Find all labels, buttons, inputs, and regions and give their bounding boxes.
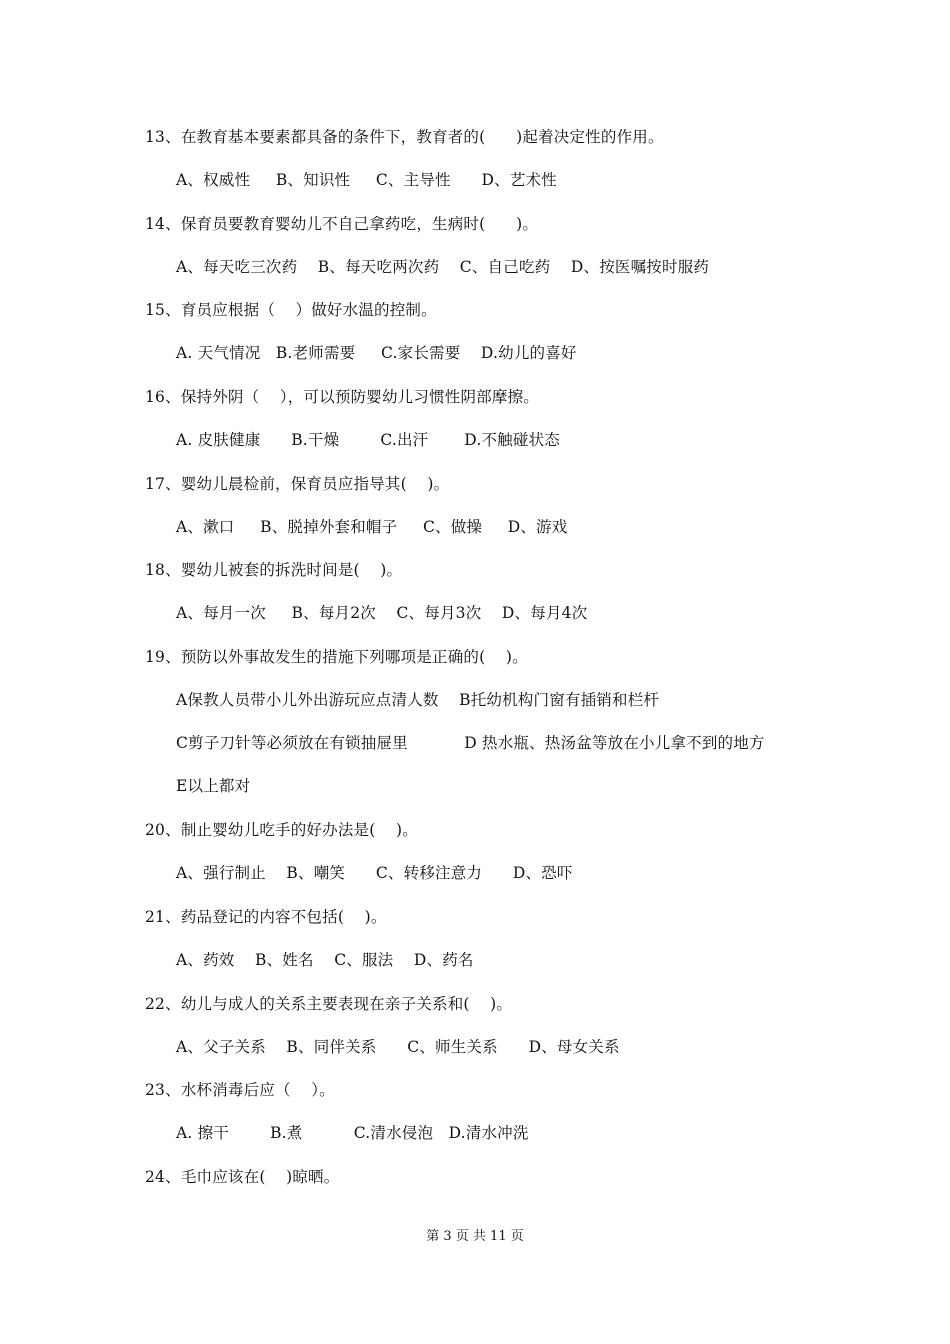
- question-text: 14、保育员要教育婴幼儿不自己拿药吃，生病时( )。: [145, 215, 539, 233]
- answer-options: A、强行制止 B、嘲笑 C、转移注意力 D、恐吓: [176, 864, 573, 882]
- question-text: 24、毛巾应该在( )晾晒。: [145, 1168, 340, 1186]
- question-text: 22、幼儿与成人的关系主要表现在亲子关系和( )。: [145, 995, 513, 1013]
- answer-options: A、漱口 B、脱掉外套和帽子 C、做操 D、游戏: [176, 518, 568, 536]
- answer-options: A. 擦干 B.煮 C.清水侵泡 D.清水冲洗: [176, 1124, 529, 1142]
- answer-options: A、父子关系 B、同伴关系 C、师生关系 D、母女关系: [176, 1038, 620, 1056]
- answer-options: E以上都对: [176, 777, 251, 795]
- question-text: 21、药品登记的内容不包括( )。: [145, 908, 387, 926]
- answer-options: C剪子刀针等必须放在有锁抽屉里 D 热水瓶、热汤盆等放在小儿拿不到的地方: [176, 734, 765, 752]
- answer-options: A. 皮肤健康 B.干燥 C.出汗 D.不触碰状态: [176, 431, 560, 449]
- question-text: 20、制止婴幼儿吃手的好办法是( )。: [145, 821, 418, 839]
- question-text: 13、在教育基本要素都具备的条件下，教育者的( )起着决定性的作用。: [145, 128, 664, 146]
- page-footer: 第 3 页 共 11 页: [426, 1229, 524, 1244]
- question-text: 17、婴幼儿晨检前，保育员应指导其( )。: [145, 475, 450, 493]
- question-text: 18、婴幼儿被套的拆洗时间是( )。: [145, 561, 403, 579]
- question-text: 23、水杯消毒后应（ ）。: [145, 1081, 335, 1099]
- answer-options: A. 天气情况 B.老师需要 C.家长需要 D.幼儿的喜好: [176, 344, 577, 362]
- question-text: 15、育员应根据（ ）做好水温的控制。: [145, 301, 437, 319]
- answer-options: A、每月一次 B、每月2次 C、每月3次 D、每月4次: [176, 604, 588, 622]
- question-text: 19、预防以外事故发生的措施下列哪项是正确的( )。: [145, 648, 528, 666]
- answer-options: A、权威性 B、知识性 C、主导性 D、艺术性: [176, 171, 557, 189]
- question-text: 16、保持外阴（ ），可以预防婴幼儿习惯性阴部摩擦。: [145, 388, 539, 406]
- answer-options: A、每天吃三次药 B、每天吃两次药 C、自己吃药 D、按医嘱按时服药: [176, 258, 710, 276]
- answer-options: A保教人员带小儿外出游玩应点清人数 B托幼机构门窗有插销和栏杆: [176, 691, 660, 709]
- answer-options: A、药效 B、姓名 C、服法 D、药名: [176, 951, 474, 969]
